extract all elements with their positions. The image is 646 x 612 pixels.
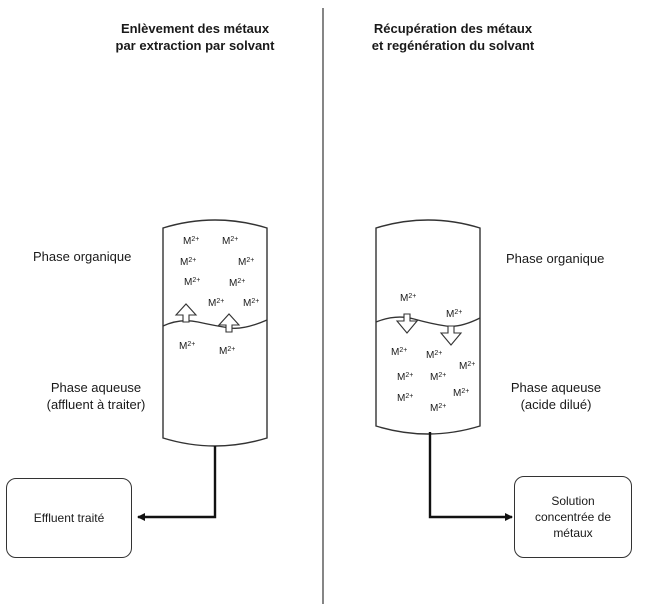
left-panel-title: Enlèvement des métaux par extraction par solvant bbox=[115, 21, 275, 53]
right-outlet-pipe bbox=[430, 432, 512, 517]
metal-ion: $M^{2+}$ bbox=[397, 372, 414, 383]
metal-ion: $M^{2+}$ bbox=[397, 393, 414, 404]
left-aqueous-phase-label: Phase aqueuse (affluent à traiter) bbox=[46, 380, 146, 412]
right-organic-phase-label: Phase organique bbox=[506, 251, 605, 266]
metal-ion: $M^{2+}$ bbox=[426, 350, 443, 361]
metal-ion: $M^{2+}$ bbox=[446, 309, 463, 320]
metal-ion: $M^{2+}$ bbox=[238, 257, 255, 268]
left-organic-phase-label: Phase organique bbox=[33, 249, 132, 264]
metal-ion: $M^{2+}$ bbox=[208, 298, 225, 309]
metal-ion: $M^{2+}$ bbox=[183, 236, 200, 247]
right-panel-title: Récupération des métaux et regénération du solvant bbox=[371, 21, 535, 53]
metal-ion: $M^{2+}$ bbox=[430, 372, 447, 383]
metal-ion: $M^{2+}$ bbox=[453, 388, 470, 399]
metal-ion: $M^{2+}$ bbox=[391, 347, 408, 358]
metal-ion: $M^{2+}$ bbox=[219, 346, 236, 357]
metal-ion: $M^{2+}$ bbox=[243, 298, 260, 309]
metal-ion: $M^{2+}$ bbox=[229, 278, 246, 289]
left-outlet-pipe bbox=[138, 446, 215, 517]
right-aqueous-phase-label: Phase aqueuse (acide dilué) bbox=[510, 380, 602, 412]
metal-ion: $M^{2+}$ bbox=[184, 277, 201, 288]
right-tank bbox=[376, 220, 480, 434]
metal-ion: $M^{2+}$ bbox=[400, 293, 417, 304]
metal-ion: $M^{2+}$ bbox=[430, 403, 447, 414]
metal-ion: $M^{2+}$ bbox=[179, 341, 196, 352]
treated-effluent-box: Effluent traité bbox=[6, 478, 132, 558]
metal-ion: $M^{2+}$ bbox=[180, 257, 197, 268]
concentrated-solution-box: Solution concentrée de métaux bbox=[514, 476, 632, 558]
left-tank bbox=[163, 220, 267, 446]
metal-ion: $M^{2+}$ bbox=[459, 361, 476, 372]
metal-ion: $M^{2+}$ bbox=[222, 236, 239, 247]
